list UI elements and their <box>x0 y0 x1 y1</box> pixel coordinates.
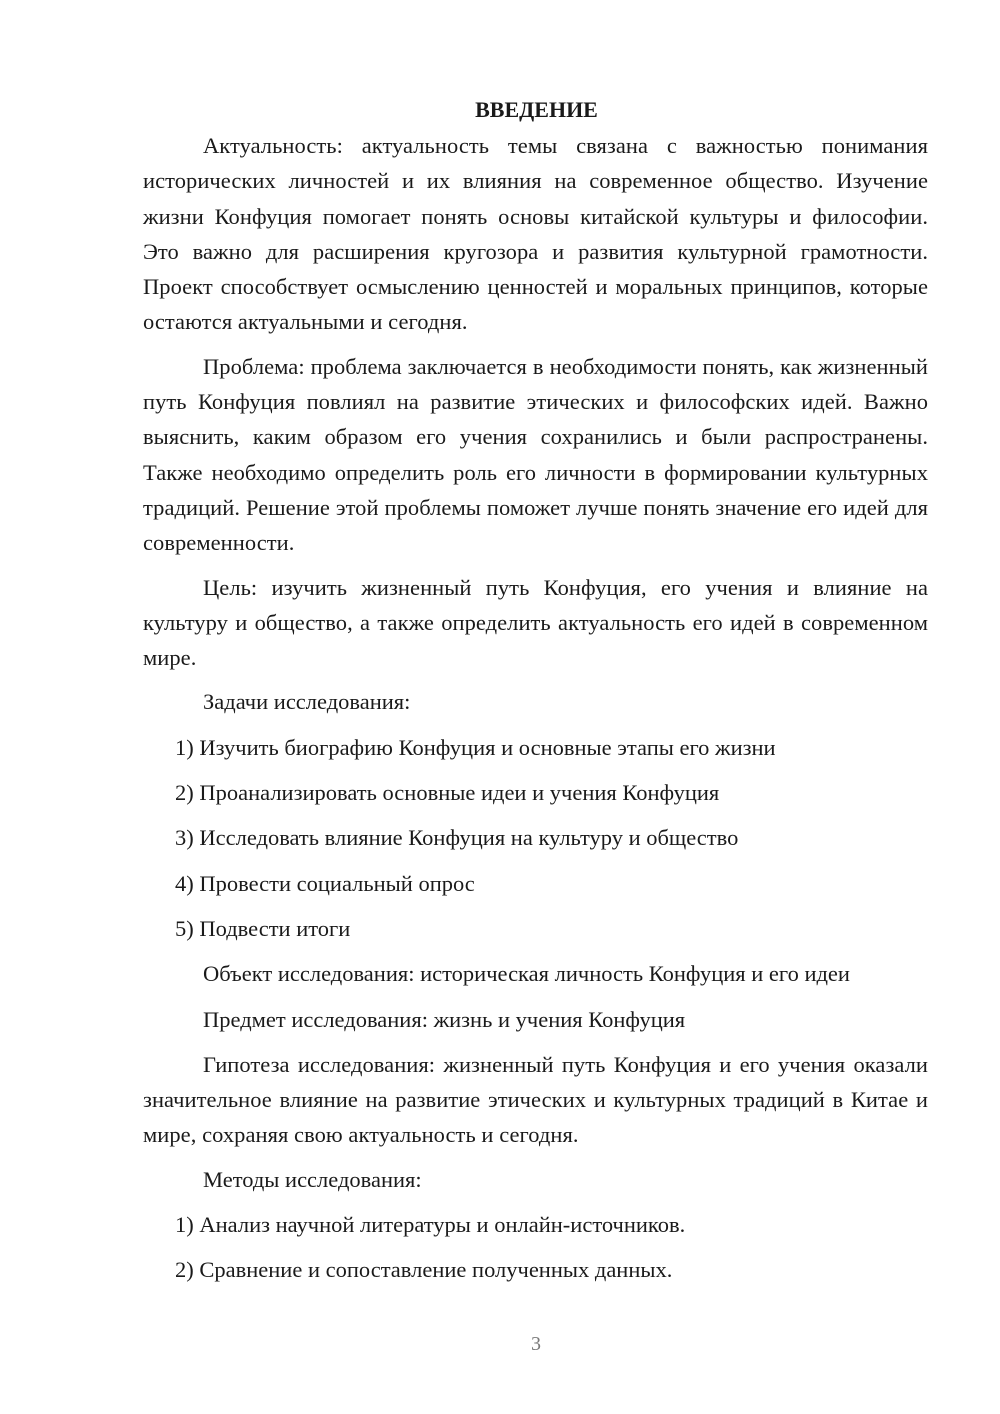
methods-heading: Методы исследования: <box>203 1166 422 1192</box>
method-item-2: 2) Сравнение и сопоставление полученных данных. <box>175 1257 673 1283</box>
hypothesis-paragraph: Гипотеза исследования: жизненный путь Конфуция и его учения оказали значительное влияние на развитие этических и культурных традиций в Китае и мире, сохраняя свою актуальность и сегодня. <box>143 1051 928 1148</box>
task-item-5: 5) Подвести итоги <box>175 915 351 941</box>
relevance-paragraph: Актуальность: актуальность темы связана с важностью понимания исторических личностей и их влияния на современное общество. Изучение жизни Конфуция помогает понять основы китайской культуры и философии. Это важно для расширения кругозора и развития культурной грамотности. Проект способствует осмыслению ценностей и моральных принципов, которые остаются актуальными и сегодня. <box>143 133 928 335</box>
task-item-3: 3) Исследовать влияние Конфуция на культуру и общество <box>175 825 739 851</box>
tasks-heading: Задачи исследования: <box>203 689 411 715</box>
research-subject: Предмет исследования: жизнь и учения Конфуция <box>203 1006 686 1032</box>
problem-paragraph: Проблема: проблема заключается в необходимости понять, как жизненный путь Конфуция повлиял на развитие этических и философских идей. Важно выяснить, каким образом его учения сохранились и были распространены. Также необходимо определить роль его личности в формировании культурных традиций. Решение этой проблемы поможет лучше понять значение его идей для современности. <box>143 353 928 556</box>
section-title: ВВЕДЕНИЕ <box>475 97 598 122</box>
method-item-1: 1) Анализ научной литературы и онлайн-источников. <box>175 1212 686 1238</box>
task-item-2: 2) Проанализировать основные идеи и учения Конфуция <box>175 780 720 806</box>
goal-paragraph: Цель: изучить жизненный путь Конфуция, его учения и влияние на культуру и общество, а также определить актуальность его идей в современном мире. <box>143 574 928 671</box>
document-page <box>143 94 928 1298</box>
task-item-1: 1) Изучить биографию Конфуция и основные этапы его жизни <box>175 734 776 760</box>
research-object: Объект исследования: историческая личность Конфуция и его идеи <box>203 961 850 987</box>
task-item-4: 4) Провести социальный опрос <box>175 870 475 896</box>
page-number: 3 <box>531 1333 541 1355</box>
